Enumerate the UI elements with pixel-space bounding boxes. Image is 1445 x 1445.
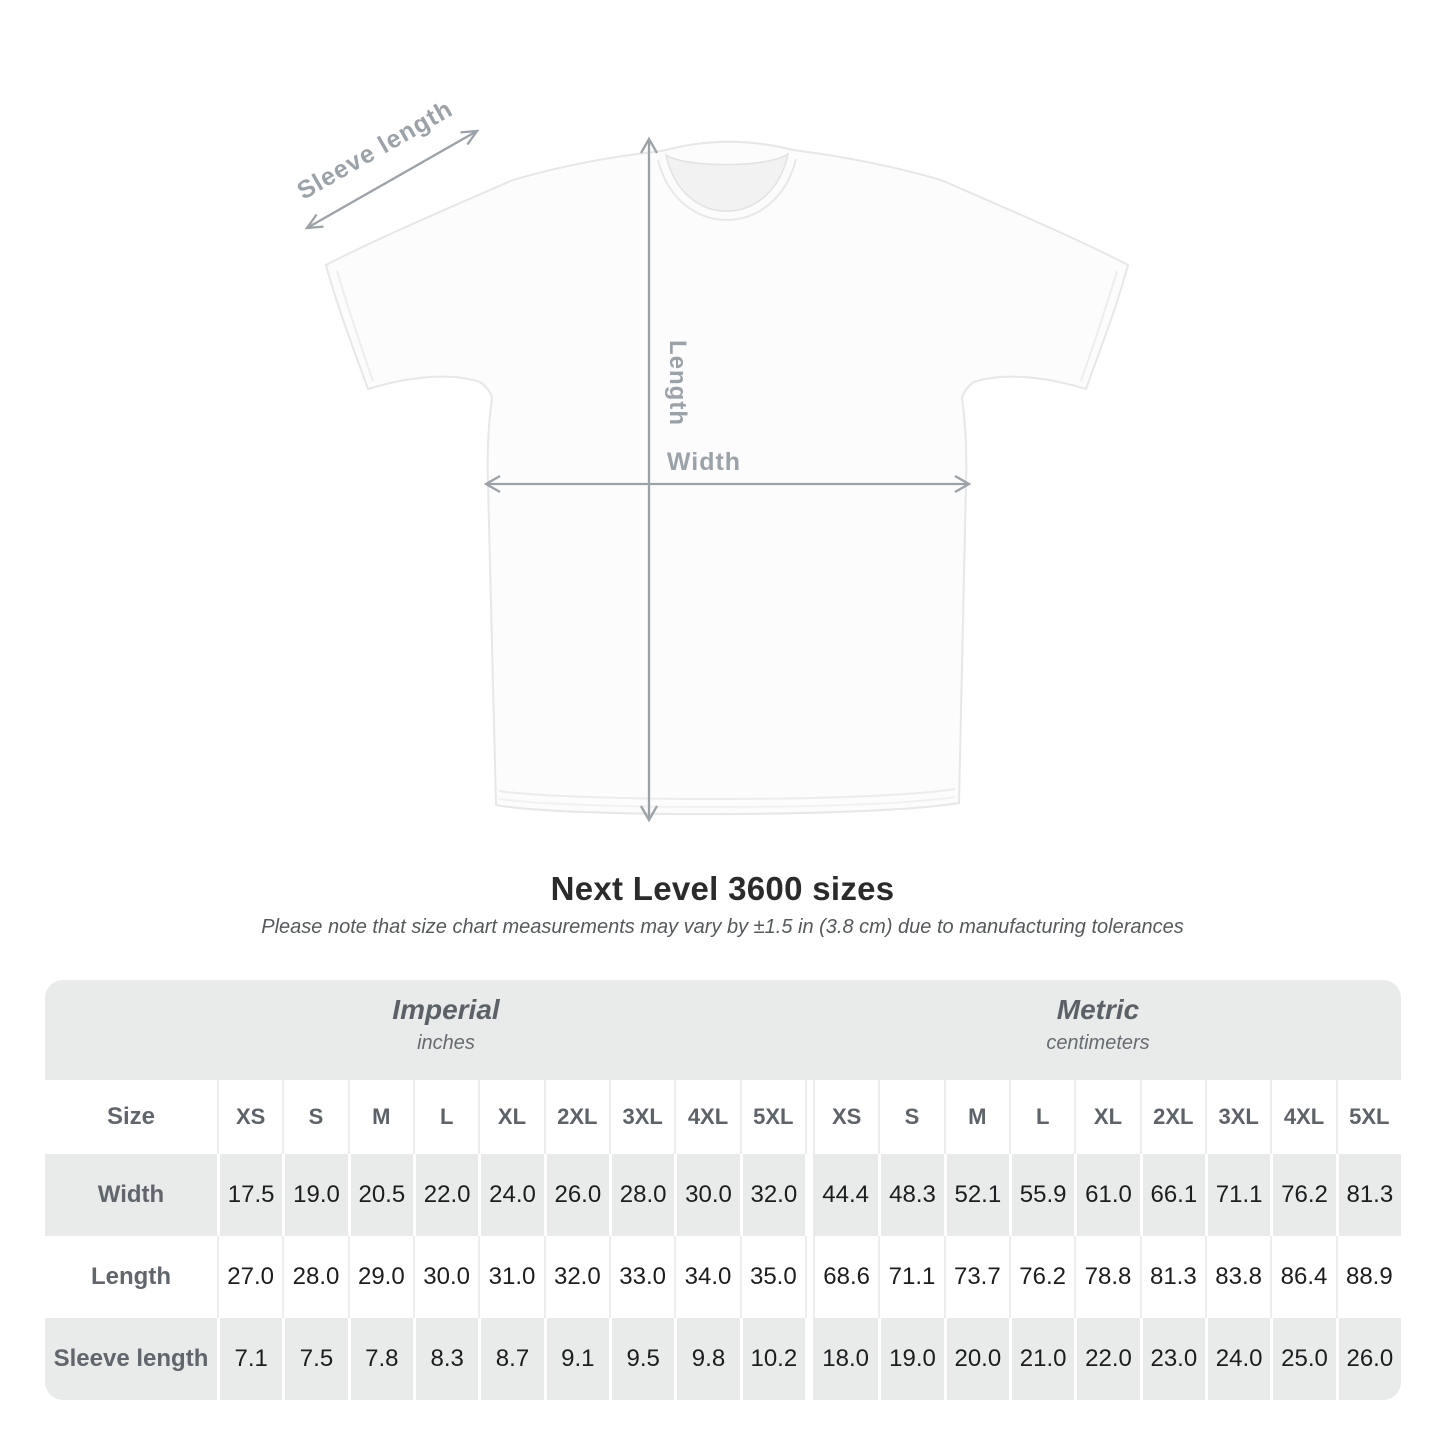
size-header: XL	[1074, 1080, 1139, 1154]
value-cell: 52.1	[944, 1154, 1009, 1236]
size-chart-table	[45, 980, 1401, 1400]
size-column-header: Size	[106, 1103, 156, 1130]
size-header: L	[1009, 1080, 1074, 1154]
value-cell: 61.0	[1074, 1154, 1139, 1236]
value-cell: 55.9	[1009, 1154, 1074, 1236]
value-cell: 20.0	[944, 1318, 1009, 1400]
imperial-unit: inches	[417, 1032, 475, 1054]
tolerance-note: Please note that size chart measurements may vary by ±1.5 in (3.8 cm) due to manufacturing tolerances	[261, 916, 1184, 938]
size-header: 5XL	[740, 1080, 805, 1154]
table-row-width	[45, 1154, 1401, 1236]
size-header: 5XL	[1336, 1080, 1401, 1154]
page-title: Next Level 3600 sizes	[550, 870, 895, 907]
length-label: Length	[664, 340, 691, 426]
chart-heading	[0, 870, 1445, 939]
group-divider	[805, 1236, 813, 1318]
value-cell: 29.0	[348, 1236, 413, 1318]
width-label: Width	[666, 448, 742, 476]
value-cell: 19.0	[878, 1318, 943, 1400]
value-cell: 33.0	[609, 1236, 674, 1318]
imperial-group-header	[392, 994, 499, 1055]
value-cell: 71.1	[878, 1236, 943, 1318]
value-cell: 76.2	[1270, 1154, 1335, 1236]
value-cell: 76.2	[1009, 1236, 1074, 1318]
group-divider	[805, 1154, 813, 1236]
row-label: Length	[91, 1263, 171, 1290]
size-header: XS	[813, 1080, 878, 1154]
size-header: S	[282, 1080, 347, 1154]
value-cell: 44.4	[813, 1154, 878, 1236]
unit-group-header	[45, 980, 1401, 1080]
metric-unit: centimeters	[1046, 1032, 1150, 1054]
value-cell: 31.0	[478, 1236, 543, 1318]
value-cell: 8.3	[413, 1318, 478, 1400]
imperial-title: Imperial	[392, 994, 500, 1025]
value-cell: 66.1	[1140, 1154, 1205, 1236]
value-cell: 81.3	[1140, 1236, 1205, 1318]
value-cell: 71.1	[1205, 1154, 1270, 1236]
row-label: Width	[45, 1154, 217, 1236]
size-header-row	[45, 1080, 1401, 1154]
value-cell: 10.2	[740, 1318, 805, 1400]
value-cell: 28.0	[609, 1154, 674, 1236]
value-cell: 22.0	[413, 1154, 478, 1236]
value-cell: 9.8	[674, 1318, 739, 1400]
value-cell: 48.3	[878, 1154, 943, 1236]
size-header: L	[413, 1080, 478, 1154]
size-header: 2XL	[544, 1080, 609, 1154]
size-header: S	[878, 1080, 943, 1154]
value-cell: 26.0	[544, 1154, 609, 1236]
value-cell: 88.9	[1336, 1236, 1401, 1318]
value-cell: 35.0	[740, 1236, 805, 1318]
size-header: 2XL	[1140, 1080, 1205, 1154]
size-header: 3XL	[1205, 1080, 1270, 1154]
value-cell: 83.8	[1205, 1236, 1270, 1318]
size-header: XL	[478, 1080, 543, 1154]
size-header: M	[348, 1080, 413, 1154]
value-cell: 17.5	[217, 1154, 282, 1236]
sleeve-length-label: Sleeve length	[292, 94, 458, 206]
value-cell: 27.0	[217, 1236, 282, 1318]
value-cell: 7.1	[217, 1318, 282, 1400]
value-cell: 78.8	[1074, 1236, 1139, 1318]
table-row-sleeve-length	[45, 1318, 1401, 1400]
value-cell: 73.7	[944, 1236, 1009, 1318]
value-cell: 23.0	[1140, 1318, 1205, 1400]
value-cell: 68.6	[813, 1236, 878, 1318]
value-cell: 34.0	[674, 1236, 739, 1318]
value-cell: 7.8	[348, 1318, 413, 1400]
size-header: M	[944, 1080, 1009, 1154]
value-cell: 7.5	[282, 1318, 347, 1400]
metric-title: Metric	[1056, 994, 1140, 1025]
value-cell: 26.0	[1336, 1318, 1401, 1400]
value-cell: 21.0	[1009, 1318, 1074, 1400]
value-cell: 9.5	[609, 1318, 674, 1400]
value-cell: 22.0	[1074, 1318, 1139, 1400]
value-cell: 18.0	[813, 1318, 878, 1400]
size-header: 4XL	[674, 1080, 739, 1154]
value-cell: 8.7	[478, 1318, 543, 1400]
value-cell: 19.0	[282, 1154, 347, 1236]
value-cell: 81.3	[1336, 1154, 1401, 1236]
value-cell: 20.5	[348, 1154, 413, 1236]
value-cell: 32.0	[740, 1154, 805, 1236]
size-header: 4XL	[1270, 1080, 1335, 1154]
value-cell: 9.1	[544, 1318, 609, 1400]
metric-group-header	[1046, 994, 1149, 1055]
value-cell: 24.0	[1205, 1318, 1270, 1400]
row-label: Sleeve length	[45, 1318, 217, 1400]
value-cell: 24.0	[478, 1154, 543, 1236]
group-divider	[805, 1080, 813, 1154]
value-cell: 30.0	[674, 1154, 739, 1236]
value-cell: 28.0	[282, 1236, 347, 1318]
value-cell: 25.0	[1270, 1318, 1335, 1400]
value-cell: 86.4	[1270, 1236, 1335, 1318]
tshirt-body	[326, 142, 1128, 814]
group-divider	[805, 1318, 813, 1400]
value-cell: 32.0	[544, 1236, 609, 1318]
size-header: 3XL	[609, 1080, 674, 1154]
size-header: XS	[217, 1080, 282, 1154]
value-cell: 30.0	[413, 1236, 478, 1318]
table-row-length	[45, 1236, 1401, 1318]
